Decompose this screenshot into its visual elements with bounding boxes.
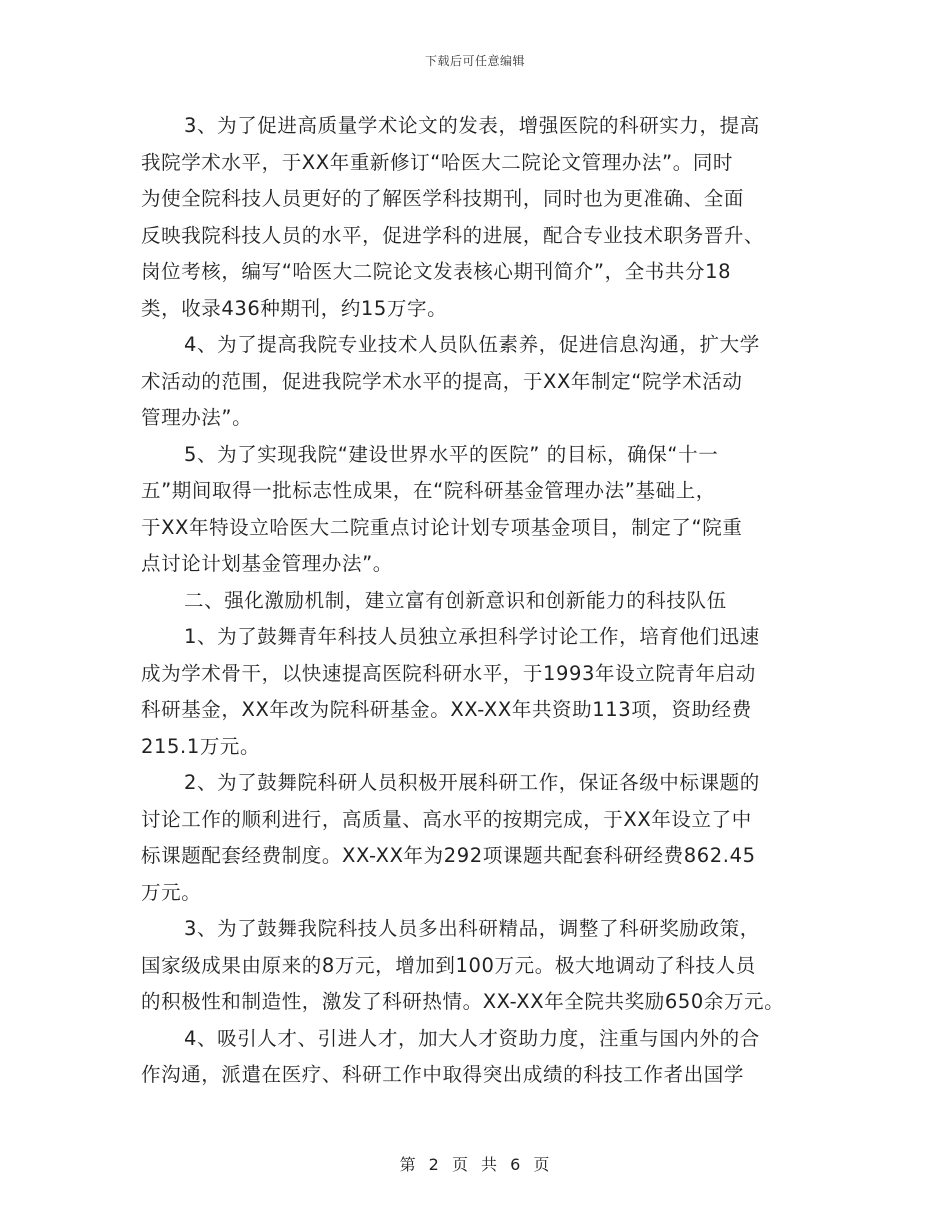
paragraph-line: 于XX年特设立哈医大二院重点讨论计划专项基金项目，制定了“院重 <box>141 515 743 539</box>
paragraph-line: 作沟通，派遣在医疗、科研工作中取得突出成绩的科技工作者出国学 <box>141 1063 745 1086</box>
document-body <box>141 108 811 1094</box>
page-number-footer: 第 2 页 共 6 页 <box>399 1155 551 1174</box>
paragraph-line: 岗位考核，编写“哈医大二院论文发表核心期刊简介”，全书共分18 <box>141 260 732 283</box>
paragraph-line: 3、为了鼓舞我院科技人员多出科研精品，调整了科研奖励政策， <box>184 917 760 940</box>
paragraph-line: 五”期间取得一批标志性成果，在“院科研基金管理办法”基础上， <box>141 479 716 502</box>
paragraph-line: 反映我院科技人员的水平，促进学科的进展，配合专业技术职务晋升、 <box>141 223 765 247</box>
paragraph-line: 4、为了提高我院专业技术人员队伍素养，促进信息沟通，扩大学 <box>184 333 760 356</box>
paragraph-line: 点讨论计划基金管理办法”。 <box>141 552 393 575</box>
paragraph-line: 管理办法”。 <box>141 406 253 429</box>
paragraph-line: 3、为了促进高质量学术论文的发表，增强医院的科研实力，提高 <box>184 114 760 137</box>
paragraph-line: 1、为了鼓舞青年科技人员独立承担科学讨论工作，培育他们迅速 <box>184 625 760 648</box>
paragraph-line: 科研基金，XX年改为院科研基金。XX-XX年共资助113项，资助经费 <box>141 698 752 721</box>
paragraph-line: 2、为了鼓舞院科研人员积极开展科研工作，保证各级中标课题的 <box>184 771 760 794</box>
paragraph-line: 为使全院科技人员更好的了解医学科技期刊，同时也为更准确、全面 <box>141 187 745 210</box>
paragraph-line: 类，收录436种期刊，约15万字。 <box>141 296 448 320</box>
paragraph-line: 术活动的范围，促进我院学术水平的提高，于XX年制定“院学术活动 <box>141 369 743 393</box>
page-header: 下载后可任意编辑 <box>424 54 525 68</box>
paragraph-line: 讨论工作的顺利进行，高质量、高水平的按期完成，于XX年设立了中 <box>141 807 752 831</box>
paragraph-line: 万元。 <box>141 880 202 904</box>
paragraph-line: 我院学术水平，于XX年重新修订“哈医大二院论文管理办法”。同时 <box>141 150 734 174</box>
paragraph-line: 的积极性和制造性，激发了科研热情。XX-XX年全院共奖励650余万元。 <box>141 990 785 1013</box>
paragraph-line: 4、吸引人才、引进人才，加大人才资助力度，注重与国内外的合 <box>184 1026 760 1050</box>
paragraph-line: 国家级成果由原来的8万元，增加到100万元。极大地调动了科技人员 <box>141 953 756 977</box>
paragraph-line: 215.1万元。 <box>141 734 261 758</box>
paragraph-line: 标课题配套经费制度。XX-XX年为292项课题共配套科研经费862.45 <box>141 844 756 867</box>
paragraph-line: 5、为了实现我院“建设世界水平的医院” 的目标，确保“十一 <box>184 442 719 466</box>
paragraph-line: 成为学术骨干，以快速提高医院科研水平，于1993年设立院青年启动 <box>141 661 756 685</box>
section-heading: 二、强化激励机制，建立富有创新意识和创新能力的科技队伍 <box>184 588 727 612</box>
